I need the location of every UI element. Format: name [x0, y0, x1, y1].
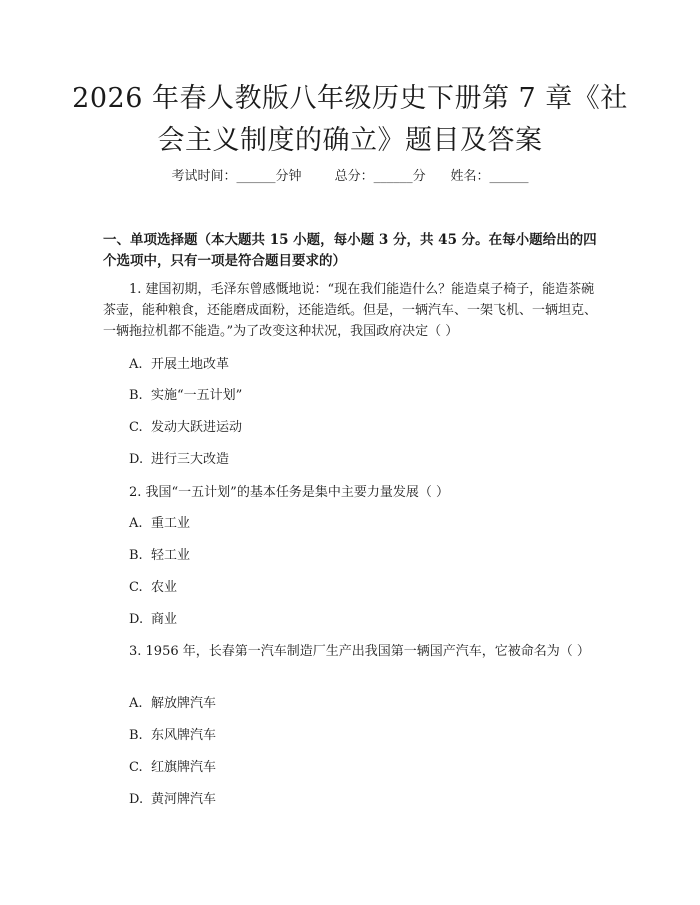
exam-meta — [0, 167, 700, 187]
question-1-option-d — [129, 450, 589, 470]
option-text: 发动大跃进运动 — [151, 420, 243, 435]
option-letter: C. — [129, 580, 143, 595]
option-text: 农业 — [151, 580, 178, 595]
time-blank: ______ — [236, 169, 276, 184]
question-3-option-c — [129, 758, 589, 778]
option-text: 实施“一五计划” — [151, 388, 243, 403]
section-heading-line-1: 一、单项选择题（本大题共 15 小题，每小题 3 分，共 45 分。在每小题给出的四 — [103, 232, 597, 248]
question-1-stem: 1. 建国初期，毛泽东曾感慨地说：“现在我们能造什么？能造桌子椅子，能造茶碗茶壶，能种粮食，还能磨成面粉，还能造纸。但是，一辆汽车、一架飞机、一辆坦克、一辆拖拉机都不能造。”为了改变这种状况，我国政府决定（ ） — [103, 282, 598, 339]
question-2-option-d — [129, 610, 589, 630]
option-letter: A. — [129, 696, 143, 711]
option-text: 轻工业 — [151, 548, 191, 563]
option-letter: C. — [129, 760, 143, 775]
question-3-option-b — [129, 726, 589, 746]
question-3-option-a — [129, 694, 589, 714]
question-2-stem: 2. 我国“一五计划”的基本任务是集中主要力量发展（ ） — [129, 485, 449, 500]
document-title — [60, 78, 640, 162]
title-line-2: 会主义制度的确立》题目及答案 — [157, 125, 543, 156]
section-heading-line-2: 个选项中，只有一项是符合题目要求的） — [103, 253, 346, 269]
question-2-option-c — [129, 578, 589, 598]
option-letter: C. — [129, 420, 143, 435]
option-text: 进行三大改造 — [151, 452, 230, 467]
score-blank: ______ — [373, 169, 413, 184]
option-letter: B. — [129, 548, 143, 563]
option-text: 开展土地改革 — [151, 357, 230, 372]
option-letter: A. — [129, 357, 143, 372]
time-label: 考试时间： — [171, 169, 237, 184]
option-text: 黄河牌汽车 — [151, 792, 217, 807]
option-letter: B. — [129, 728, 143, 743]
question-3-option-d — [129, 790, 589, 810]
section-heading — [103, 230, 599, 272]
option-text: 红旗牌汽车 — [151, 760, 217, 775]
option-text: 重工业 — [151, 516, 191, 531]
question-2-option-a — [129, 514, 589, 534]
title-line-1: 2026 年春人教版八年级历史下册第 7 章《社 — [72, 83, 628, 114]
question-2-option-b — [129, 546, 589, 566]
option-letter: D. — [129, 452, 144, 467]
score-unit: 分 — [412, 169, 426, 184]
option-text: 商业 — [151, 612, 178, 627]
option-letter: D. — [129, 612, 144, 627]
score-label: 总分： — [334, 169, 374, 184]
option-letter: D. — [129, 792, 144, 807]
name-label: 姓名： — [450, 169, 490, 184]
option-text: 东风牌汽车 — [151, 728, 217, 743]
option-text: 解放牌汽车 — [151, 696, 217, 711]
name-blank: ______ — [489, 169, 529, 184]
option-letter: B. — [129, 388, 143, 403]
question-3-stem: 3. 1956 年，长春第一汽车制造厂生产出我国第一辆国产汽车，它被命名为（ ） — [129, 644, 590, 659]
question-1-option-c — [129, 418, 589, 438]
question-1-option-a — [129, 355, 589, 375]
option-letter: A. — [129, 516, 143, 531]
time-unit: 分钟 — [275, 169, 302, 184]
question-1-option-b — [129, 386, 589, 406]
